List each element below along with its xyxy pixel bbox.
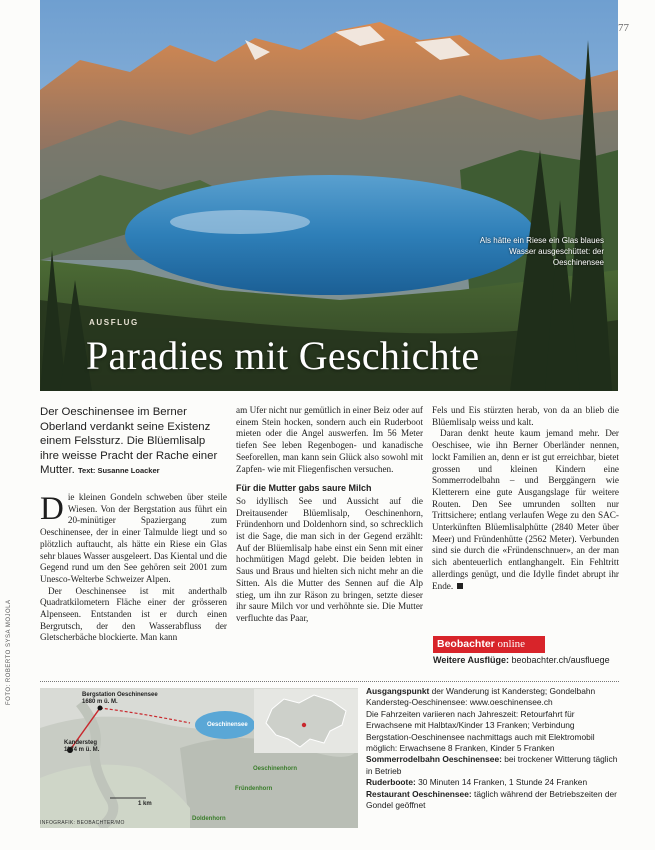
end-mark-icon xyxy=(457,583,463,589)
article-kicker: AUSFLUG xyxy=(89,318,139,327)
more-trips-line xyxy=(433,655,610,665)
photo-credit: FOTO: ROBERTO SYSA MOJOLA xyxy=(6,599,12,705)
info-item: Die Fahrzeiten variieren nach Jahreszeit: Retourfahrt für Erwachsene mit Halbtax/Kinder 13 Franken; Verbindung Bergstation-Oeschinensee nachmittags auch mit Elektromobil möglich: Erwachsene 8 Franken, Kinder 5 Franken xyxy=(366,708,595,754)
text-column-2 xyxy=(236,405,423,625)
photo-caption: Als hätte ein Riese ein Glas blaues Wasser ausgeschüttet: der Oeschinensee xyxy=(479,236,604,267)
paragraph: Der Oeschinensee ist mit anderthalb Quadratkilometern Fläche einer der grösseren Alpenseen. Entstanden ist er durch einen Bergrutsch, der den Wasserabfluss der Gletscherbäche blockierte. Man kann xyxy=(40,585,227,643)
map-scale: 1 km xyxy=(138,801,152,807)
map-label-kandersteg: Kandersteg 1174 m ü. M. xyxy=(64,740,100,753)
map-label-peak: Fründenhorn xyxy=(235,786,273,792)
page-number: 77 xyxy=(618,22,629,34)
lead-text: Der Oeschinensee im Berner Oberland verdankt seine Existenz einem Felssturz. Die Blüemlisalp ihre weisse Pracht der Rache einer Mutter. xyxy=(40,406,218,476)
info-item: Ruderboote: 30 Minuten 14 Franken, 1 Stunde 24 Franken xyxy=(366,777,588,788)
beobachter-online-badge xyxy=(433,636,545,653)
hero-photo xyxy=(40,0,618,391)
text-column-3 xyxy=(432,405,619,592)
paragraph xyxy=(432,428,619,592)
switzerland-locator-map xyxy=(254,689,358,753)
online-suffix: online xyxy=(494,638,526,650)
article-lead xyxy=(40,405,227,479)
map-label-bergstation: Bergstation Oeschinensee 1680 m ü. M. xyxy=(82,692,158,705)
more-trips-link[interactable]: beobachter.ch/ausfluege xyxy=(511,655,610,665)
paragraph-text: Daran denkt heute kaum jemand mehr. Der Oeschisee, wie ihn Berner Oberländer nennen, lockt Familien an, denn er ist gut erreichbar, bietet grossen und kleinen Kindern eine Sommerrodelbahn – und Berggängern wie Kletterern eine gute Ausgangslage für weitere Routen. Den See umrunden sollten nur Trittsichere; entlang verlaufen Wege zu den SAC-Unterkünften Blüemlisalphütte (2840 Meter über Meer) und Fründenhütte (2562 Meter). Verbunden sind sie durch die «Fründenschnuer», an der man sich abenteuerlich entlanghangelt. Ein Fehltritt allerdings genügt, und die Idylle findet abrupt ihr Ende. xyxy=(432,428,619,591)
byline: Text: Susanne Loacker xyxy=(78,466,160,475)
map-label-peak: Oeschinenhorn xyxy=(253,766,298,772)
text-column-1 xyxy=(40,492,227,644)
online-brand: Beobachter xyxy=(437,638,495,650)
paragraph-text: ie kleinen Gondeln schweben über steile Wiesen. Von der Bergstation aus führt ein 20-minütiger Spaziergang zum Oeschinensee, der in einer Talmulde liegt und so plötzlich auftaucht, als hätte ein Riese ein Glas sehr blaues Wasser ausgeleert. Das Kiental und die Gegend rund um den See gehören seit 2001 zum Unesco-Welterbe Schweizer Alpen. xyxy=(40,492,227,584)
drop-cap: D xyxy=(40,491,64,527)
section-divider xyxy=(40,681,619,682)
paragraph xyxy=(40,492,227,586)
section-subhead: Für die Mutter gabs saure Milch xyxy=(236,483,372,494)
map-label-peak: Doldenhorn xyxy=(192,816,226,822)
info-item: Sommerrodelbahn Oeschinensee: bei trockener Witterung täglich in Betrieb xyxy=(366,754,618,776)
paragraph: Fels und Eis stürzten herab, von da an blieb die Blüemlisalp weiss und kalt. xyxy=(432,405,619,427)
more-trips-label: Weitere Ausflüge: xyxy=(433,655,510,665)
info-box xyxy=(366,686,621,811)
map-label-lake: Oeschinensee xyxy=(207,722,248,728)
map-credit: INFOGRAFIK: BEOBACHTER/MO xyxy=(40,820,125,826)
info-item: Ausgangspunkt der Wanderung ist Kandersteg; Gondelbahn Kandersteg-Oeschinensee: www.oeschinensee.ch xyxy=(366,686,596,708)
paragraph: So idyllisch See und Aussicht auf die Dreitausender Blüemlisalp, Oeschinenhorn, Fründenhorn und Doldenhorn sind, so schrecklich ist die Sage, die man sich in der Gegend erzählt: Auf der Blüemlisalp habe einst ein Senn mit einer hochmütigen Magd gelebt. Die beiden lebten in Saus und Braus und hielten sich nicht mehr an die Sitten. Als die Mutter des Sennen auf die Alp stieg, um ihn zur Räson zu bringen, setzte dieser ihr saure Milch vor und verhöhnte sie. Die Mutter verfluchte das Paar, xyxy=(236,495,423,623)
article-title: Paradies mit Geschichte xyxy=(86,333,480,378)
paragraph: am Ufer nicht nur gemütlich in einer Beiz oder auf einem Stein hocken, sondern auch ein Ruderboot mieten oder die Angel auswerfen. Im 56 Meter tiefen See leben Regenbogen- und kanadische Seeforellen, man kann sein Glück also sowohl mit Zapfen- wie mit Fliegenfischen versuchen. xyxy=(236,405,423,474)
info-item: Restaurant Oeschinensee: täglich während der Betriebszeiten der Gondel geöffnet xyxy=(366,788,617,811)
